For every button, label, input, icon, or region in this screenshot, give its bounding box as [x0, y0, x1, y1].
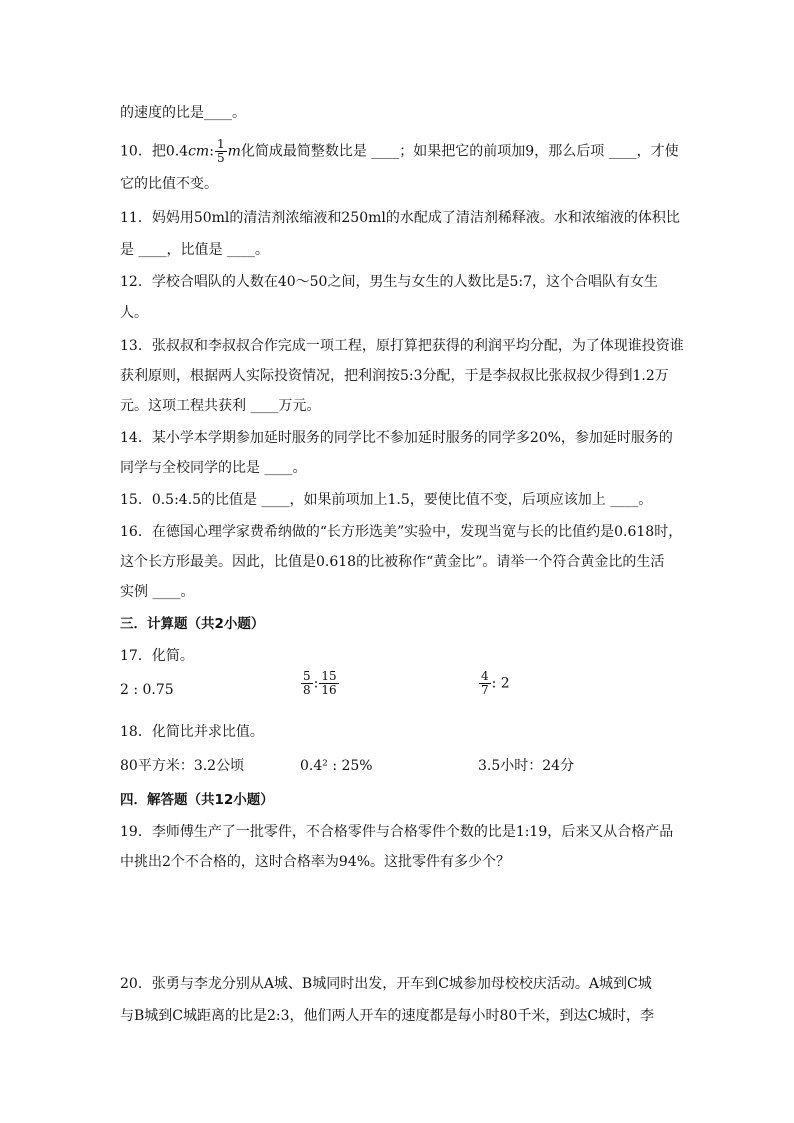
- question-14-line-1: 14．某小学本学期参加延时服务的同学比不参加延时服务的同学多20%，参加延时服务的: [120, 430, 673, 446]
- text-line: 这个长方形最美。因此，比值是0.618的比被称作“黄金比”。请举一个符合黄金比的生活: [120, 554, 665, 570]
- question-12-line-1: 12．学校合唱队的人数在40～50之间，男生与女生的人数比是5:7，这个合唱队有女生: [120, 274, 658, 290]
- question-13-line-1: 13．张叔叔和李叔叔合作完成一项工程，原打算把获得的利润平均分配，为了体现谁投资谁: [120, 338, 684, 354]
- text-line: 元。这项工程共获利 ____万元。: [120, 398, 321, 414]
- fraction-denominator: 8: [303, 683, 311, 697]
- fraction-denominator: 7: [481, 683, 489, 697]
- q17-item-3: [478, 670, 510, 697]
- text-line: 人。: [120, 305, 148, 321]
- section-heading-4: 四．解答题（共12小题）: [120, 792, 274, 808]
- fraction-numerator: 5: [303, 669, 311, 683]
- text-line: 中挑出2个不合格的，这时合格率为94%。这批零件有多少个？: [120, 854, 511, 870]
- question-11-line-1: 11．妈妈用50ml的清洁剂浓缩液和250ml的水配成了清洁剂稀释液。水和浓缩液的体积比: [120, 210, 680, 226]
- text-line: 的速度的比是____。: [120, 105, 246, 121]
- fraction-numerator: 1: [216, 137, 225, 151]
- fraction-four-sevenths: [479, 670, 491, 697]
- text-line: 同学与全校同学的比是 ____。: [120, 460, 307, 476]
- fraction-denominator: 16: [321, 683, 337, 697]
- text-line: 与B城到C城距离的比是2:3，他们两人开车的速度都是每小时80千米，到达C城时，李: [120, 1008, 655, 1024]
- question-15-line: 15．0.5:4.5的比值是 ____，如果前项加上1.5，要使比值不变，后项应该加上 ____。: [120, 492, 653, 508]
- fraction-numerator: 15: [321, 669, 337, 683]
- text-line: 获利原则，根据两人实际投资情况，把利润按5:3分配，于是李叔叔比张叔叔少得到1.2万: [120, 368, 669, 384]
- question-16-line-1: 16．在德国心理学家费希纳做的“长方形选美”实验中，发现当宽与长的比值约是0.618时，: [120, 524, 683, 540]
- q18-item-2: 0.4² : 25%: [300, 758, 373, 774]
- fraction-fifteen-sixteenths: [319, 670, 338, 697]
- fraction-denominator: 5: [216, 151, 225, 165]
- question-19-line-1: 19．李师傅生产了一批零件，不合格零件与合格零件个数的比是1:19，后来又从合格产品: [120, 824, 674, 840]
- text-line: 它的比值不变。: [120, 176, 218, 192]
- text-fragment: 化简成最简整数比是 ____；如果把它的前项加9，那么后项 ____，才使: [240, 143, 679, 160]
- unit-m: m: [227, 143, 241, 160]
- text-line: 实例 ____。: [120, 584, 195, 600]
- q17-item-2: [300, 670, 340, 697]
- q18-item-3: 3.5小时：24分: [478, 758, 575, 774]
- text-fragment: : 2: [491, 675, 510, 692]
- question-17-title: 17．化简。: [120, 648, 194, 664]
- q18-item-1: 80平方米：3.2公顷: [120, 758, 245, 774]
- colon: :: [209, 143, 214, 160]
- question-20-line-1: 20．张勇与李龙分别从A城、B城同时出发，开车到C城参加母校校庆活动。A城到C城: [120, 976, 652, 992]
- text-line: 是 ____，比值是 ____。: [120, 242, 269, 258]
- question-10-line-1: [120, 137, 680, 165]
- fraction-five-eighths: [301, 670, 313, 697]
- fraction-one-fifth: [215, 138, 227, 165]
- colon: :: [313, 675, 319, 692]
- q17-item-1: 2 : 0.75: [120, 682, 174, 698]
- section-heading-3: 三．计算题（共2小题）: [120, 616, 265, 632]
- unit-cm: cm: [188, 143, 210, 160]
- fraction-numerator: 4: [481, 669, 489, 683]
- question-18-title: 18．化简比并求比值。: [120, 724, 264, 740]
- text-fragment: 10．把0.4: [120, 143, 189, 160]
